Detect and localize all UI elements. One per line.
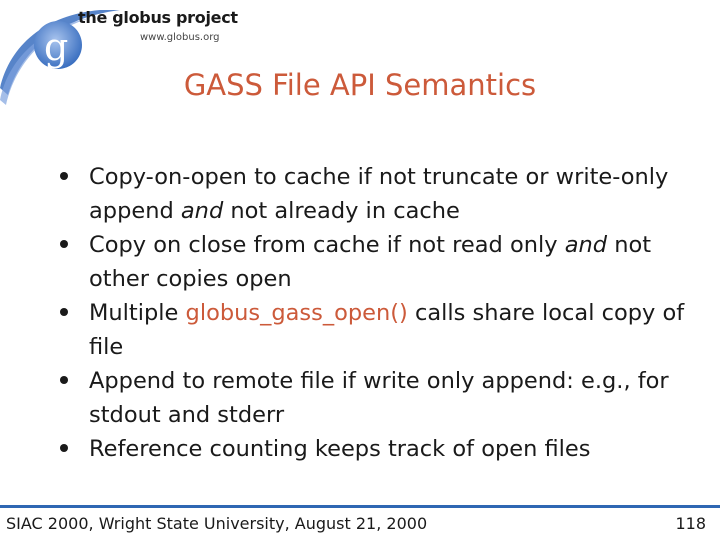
bullet-text: Append to remote file if write only append: e.g., for stdout and stderr (89, 368, 669, 428)
bullet-item (58, 364, 698, 432)
page-number: 118 (675, 514, 706, 533)
footer-citation: SIAC 2000, Wright State University, August 21, 2000 (6, 514, 428, 533)
bullet-item (58, 296, 698, 364)
bullet-dot-icon (60, 172, 68, 180)
bullet-text: Multiple (89, 300, 186, 326)
bullet-dot-icon (60, 376, 68, 384)
slide-title-text: GASS File API Semantics (183, 68, 537, 102)
logo-letter: g (44, 25, 69, 69)
bullet-dot-icon (60, 308, 68, 316)
logo-url: www.globus.org (140, 32, 220, 43)
bullet-list (58, 160, 698, 466)
bullet-dot-icon (60, 240, 68, 248)
bullet-text: not already in cache (223, 198, 460, 224)
function-name: globus_gass_open() (185, 300, 408, 326)
bullet-item (58, 228, 698, 296)
footer-divider (0, 505, 720, 508)
bullet-text: Reference counting keeps track of open files (89, 436, 591, 462)
bullet-item (58, 160, 698, 228)
bullet-text: Copy on close from cache if not read only (89, 232, 565, 258)
bullet-dot-icon (60, 444, 68, 452)
logo-name: the globus project (78, 8, 238, 27)
slide-title (0, 68, 720, 102)
bullet-text: and (564, 232, 608, 258)
bullet-text: calls share local copy of file (89, 300, 685, 360)
bullet-item (58, 432, 698, 466)
bullet-text: Copy-on-open to cache if not truncate or write-only append (89, 164, 669, 224)
bullet-text: and (180, 198, 224, 224)
bullet-text: not other copies open (89, 232, 652, 292)
